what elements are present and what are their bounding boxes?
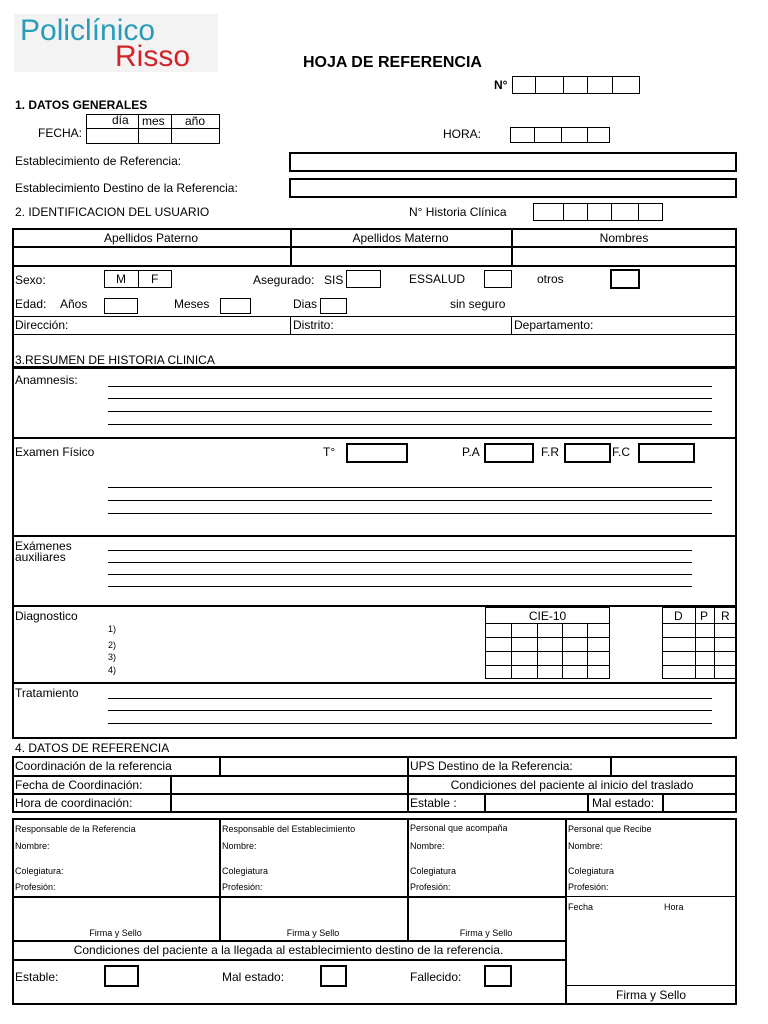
temp-field[interactable] bbox=[346, 443, 408, 463]
otros-checkbox[interactable] bbox=[610, 269, 640, 289]
diag-item-2: 2) bbox=[108, 640, 117, 650]
section3-title: 3.RESUMEN DE HISTORIA CLINICA bbox=[15, 353, 215, 367]
sis-label: SIS bbox=[324, 273, 344, 287]
historia-label: N° Historia Clínica bbox=[409, 205, 507, 219]
estable-llegada-label: Estable: bbox=[15, 970, 59, 984]
fecha-coord-label: Fecha de Coordinación: bbox=[15, 778, 143, 792]
personal-acomp-label: Personal que acompaña bbox=[410, 823, 508, 833]
logo-line2: Risso bbox=[115, 40, 191, 73]
firma-sello-1: Firma y Sello bbox=[89, 928, 142, 938]
mal-estado-inicio-label: Mal estado: bbox=[592, 796, 655, 810]
meses-label: Meses bbox=[174, 297, 210, 311]
distrito-label: Distrito: bbox=[293, 318, 334, 332]
anos-label: Años bbox=[60, 297, 88, 311]
section1-title: 1. DATOS GENERALES bbox=[15, 98, 148, 112]
condiciones-llegada-label: Condiciones del paciente a la llegada al establecimiento destino de la referencia. bbox=[73, 943, 504, 957]
examenes-label: Exámenes bbox=[15, 539, 72, 553]
recibe-hora-label: Hora bbox=[664, 902, 684, 912]
anio-label: año bbox=[185, 114, 206, 128]
resp-est-profesion: Profesión: bbox=[222, 882, 263, 892]
estable-llegada-checkbox[interactable] bbox=[104, 965, 139, 987]
resp-est-label: Responsable del Establecimiento bbox=[222, 824, 356, 834]
fr-label: F.R bbox=[541, 445, 559, 459]
firma-sello-3: Firma y Sello bbox=[459, 928, 513, 938]
d-header: D bbox=[674, 609, 683, 623]
sis-checkbox[interactable] bbox=[346, 270, 381, 288]
numero-label: N° bbox=[494, 78, 508, 92]
personal-acomp-nombre: Nombre: bbox=[410, 841, 445, 851]
anos-field[interactable] bbox=[104, 298, 138, 314]
mes-label: mes bbox=[142, 114, 165, 128]
temp-label: T° bbox=[323, 445, 336, 459]
estable-inicio-label: Estable : bbox=[410, 796, 457, 810]
pa-label: P.A bbox=[462, 445, 480, 459]
anamnesis-label: Anamnesis: bbox=[15, 373, 78, 387]
resp-ref-label: Responsable de la Referencia bbox=[15, 824, 136, 834]
p-header: P bbox=[700, 609, 709, 623]
essalud-checkbox[interactable] bbox=[484, 270, 512, 288]
est-dest-field[interactable] bbox=[289, 178, 737, 198]
recibe-fecha-label: Fecha bbox=[568, 902, 594, 912]
otros-label: otros bbox=[537, 272, 564, 286]
personal-acomp-colegiatura: Colegiatura bbox=[410, 866, 457, 876]
tratamiento-label: Tratamiento bbox=[15, 686, 79, 700]
section4-title: 4. DATOS DE REFERENCIA bbox=[15, 741, 170, 755]
est-ref-label: Establecimiento de Referencia: bbox=[15, 154, 182, 168]
r-header: R bbox=[721, 609, 730, 623]
essalud-label: ESSALUD bbox=[409, 272, 466, 286]
mal-estado-llegada-checkbox[interactable] bbox=[320, 965, 347, 987]
cie10-header: CIE-10 bbox=[528, 609, 567, 623]
ups-destino-label: UPS Destino de la Referencia: bbox=[410, 759, 573, 773]
examen-fisico-label: Examen Físico bbox=[15, 445, 95, 459]
dias-field[interactable] bbox=[320, 298, 347, 314]
personal-acomp-profesion: Profesión: bbox=[410, 882, 451, 892]
logo-line1: Policlínico bbox=[20, 14, 156, 47]
personal-recibe-profesion: Profesión: bbox=[568, 882, 609, 892]
ap-materno-header: Apellidos Materno bbox=[352, 231, 449, 245]
personal-recibe-label: Personal que Recibe bbox=[568, 824, 652, 834]
nombres-header: Nombres bbox=[599, 231, 649, 245]
resp-est-colegiatura: Colegiatura bbox=[222, 866, 269, 876]
hora-label: HORA: bbox=[443, 127, 482, 141]
fc-field[interactable] bbox=[638, 443, 695, 463]
firma-sello-recibe: Firma y Sello bbox=[615, 988, 686, 1002]
meses-field[interactable] bbox=[220, 298, 251, 314]
dia-label: día bbox=[112, 113, 129, 127]
asegurado-label: Asegurado: bbox=[253, 273, 315, 287]
sexo-label: Sexo: bbox=[15, 273, 46, 287]
section2-title: 2. IDENTIFICACION DEL USUARIO bbox=[15, 205, 210, 219]
fecha-label: FECHA: bbox=[38, 126, 83, 140]
ap-paterno-header: Apellidos Paterno bbox=[103, 231, 199, 245]
sin-seguro-label: sin seguro bbox=[450, 297, 506, 311]
sexo-m: M bbox=[116, 272, 126, 286]
logo bbox=[14, 14, 218, 72]
edad-label: Edad: bbox=[15, 297, 47, 311]
pa-field[interactable] bbox=[484, 443, 534, 463]
resp-ref-nombre: Nombre: bbox=[15, 841, 50, 851]
fallecido-label: Fallecido: bbox=[410, 970, 462, 984]
direccion-label: Dirección: bbox=[15, 318, 69, 332]
hora-coord-label: Hora de coordinación: bbox=[15, 796, 133, 810]
resp-est-nombre: Nombre: bbox=[222, 841, 257, 851]
diag-item-1: 1) bbox=[108, 624, 117, 634]
coordinacion-label: Coordinación de la referencia bbox=[15, 759, 172, 773]
personal-recibe-colegiatura: Colegiatura bbox=[568, 866, 615, 876]
mal-estado-llegada-label: Mal estado: bbox=[222, 970, 285, 984]
condiciones-inicio-label: Condiciones del paciente al inicio del traslado bbox=[450, 778, 694, 792]
historia-field[interactable] bbox=[533, 203, 663, 221]
diag-item-3: 3) bbox=[108, 652, 117, 662]
numero-field[interactable] bbox=[512, 76, 640, 94]
fallecido-checkbox[interactable] bbox=[484, 965, 512, 987]
resp-ref-colegiatura: Colegiatura: bbox=[15, 866, 64, 876]
hora-field[interactable] bbox=[510, 127, 610, 143]
fr-field[interactable] bbox=[564, 443, 611, 463]
sexo-f: F bbox=[151, 272, 159, 286]
fc-label: F.C bbox=[612, 445, 630, 459]
firma-sello-2: Firma y Sello bbox=[286, 928, 340, 938]
est-ref-field[interactable] bbox=[289, 152, 737, 172]
page-title: HOJA DE REFERENCIA bbox=[303, 54, 482, 71]
est-dest-label: Establecimiento Destino de la Referencia: bbox=[15, 181, 238, 195]
resp-ref-profesion: Profesión: bbox=[15, 882, 56, 892]
diag-item-4: 4) bbox=[108, 665, 117, 675]
auxiliares-label: auxiliares bbox=[15, 550, 66, 564]
dias-label: Dias bbox=[293, 297, 318, 311]
departamento-label: Departamento: bbox=[514, 318, 594, 332]
diagnostico-label: Diagnostico bbox=[15, 609, 78, 623]
personal-recibe-nombre: Nombre: bbox=[568, 841, 603, 851]
